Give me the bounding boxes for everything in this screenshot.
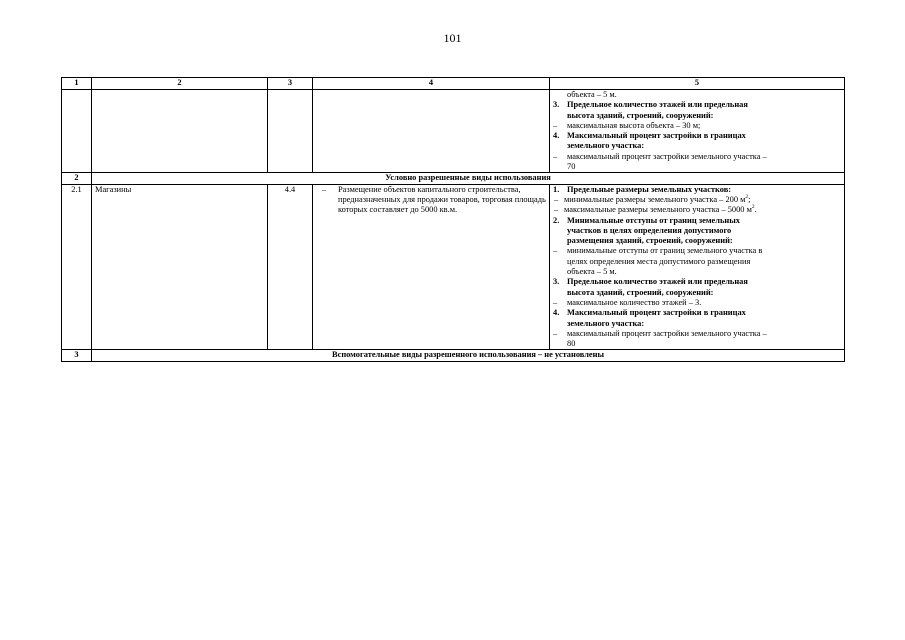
parameter-text: максимальное количество этажей – 3.	[567, 297, 702, 307]
parameter-line	[553, 298, 841, 308]
bullet-dash: –	[554, 205, 559, 215]
parameter-text: максимальный процент застройки земельного участка –	[567, 328, 767, 338]
bullet-dash: –	[553, 151, 558, 161]
item-number: 4.	[553, 308, 560, 318]
parameter-text: высота зданий, строений, сооружений:	[567, 287, 714, 297]
parameter-text: целях определения места допустимого размещения	[567, 256, 751, 266]
column-header: 2	[92, 78, 268, 90]
parameter-line	[553, 141, 841, 151]
section-number: 2	[62, 173, 92, 184]
section-row	[62, 173, 845, 184]
item-number: 1.	[553, 184, 560, 194]
parameter-text-tail: .	[754, 205, 757, 215]
parameter-line	[553, 339, 841, 349]
row-code: 2.1	[62, 184, 92, 350]
parameter-line	[553, 267, 841, 277]
bullet-dash: –	[553, 246, 558, 256]
item-number: 3.	[553, 100, 560, 110]
regulations-table	[61, 77, 845, 362]
parameter-text-tail: ;	[748, 194, 751, 204]
superscript: 2	[745, 194, 749, 201]
parameter-text: минимальные отступы от границ земельного участка в	[567, 246, 763, 256]
parameter-text: Предельное количество этажей или предельная	[567, 100, 748, 110]
parameter-line	[553, 277, 841, 287]
page-number: 101	[443, 31, 462, 45]
bullet-dash: –	[553, 297, 558, 307]
parameter-line	[553, 226, 841, 236]
section-row	[62, 350, 845, 361]
parameter-text: 70	[567, 162, 576, 172]
parameter-line	[553, 121, 841, 131]
column-header: 5	[550, 78, 845, 90]
parameter-text: максимальный процент застройки земельного участка –	[567, 151, 767, 161]
parameter-text: земельного участка:	[567, 141, 645, 151]
parameter-line	[553, 185, 841, 195]
row-description	[313, 184, 550, 350]
item-number: 3.	[553, 277, 560, 287]
parameter-text: участков в целях определения допустимого	[567, 225, 732, 235]
parameter-line	[553, 162, 841, 172]
parameter-line	[553, 216, 841, 226]
bullet-dash: –	[322, 184, 327, 194]
parameter-line	[553, 195, 841, 205]
item-number: 4.	[553, 131, 560, 141]
parameter-line	[553, 111, 841, 121]
column-header: 4	[313, 78, 550, 90]
parameter-text: Минимальные отступы от границ земельных	[567, 215, 740, 225]
row-parameters-cell	[550, 184, 845, 350]
parameter-line	[553, 100, 841, 110]
continuation-row	[62, 90, 845, 173]
description-text: Размещение объектов капитального строительства, предназначенных для продажи товаров, торговая площадь которых составляет до 5000 кв.м.	[338, 184, 546, 215]
section-title: Условно разрешенные виды использования	[92, 173, 845, 184]
parameter-text: максимальные размеры земельного участка – 5000 м	[564, 205, 752, 215]
item-number: 2.	[553, 215, 560, 225]
parameter-text: объекта – 5 м.	[567, 90, 617, 99]
parameter-text: минимальные размеры земельного участка – 200 м	[564, 194, 746, 204]
table-header-row	[62, 78, 845, 90]
parameter-line	[553, 288, 841, 298]
continuation-parameters-cell	[550, 90, 845, 173]
column-header: 3	[268, 78, 313, 90]
parameter-text: Предельные размеры земельных участков:	[567, 184, 732, 194]
parameter-line	[553, 236, 841, 246]
parameter-text: Предельное количество этажей или предельная	[567, 277, 748, 287]
parameter-line	[553, 246, 841, 256]
parameter-text: Максимальный процент застройки в границах	[567, 131, 746, 141]
parameter-text: 80	[567, 339, 576, 349]
bullet-dash: –	[554, 194, 559, 204]
parameter-line	[553, 90, 841, 100]
section-number: 3	[62, 350, 92, 361]
parameter-text: максимальная высота объекта – 30 м;	[567, 120, 701, 130]
section-title: Вспомогательные виды разрешенного использования – не установлены	[92, 350, 845, 361]
parameter-line	[553, 257, 841, 267]
parameter-line	[553, 205, 841, 215]
parameter-line	[553, 329, 841, 339]
parameter-line	[553, 152, 841, 162]
superscript: 2	[751, 204, 755, 211]
parameter-text: высота зданий, строений, сооружений:	[567, 110, 714, 120]
row-name: Магазины	[92, 184, 268, 350]
parameter-text: размещения зданий, строений, сооружений:	[567, 236, 733, 246]
parameter-line	[553, 308, 841, 318]
parameter-text: Максимальный процент застройки в границах	[567, 308, 746, 318]
parameter-line	[553, 319, 841, 329]
parameter-text: земельного участка:	[567, 318, 645, 328]
bullet-dash: –	[553, 328, 558, 338]
parameter-text: объекта – 5 м.	[567, 267, 617, 277]
parameter-line	[553, 131, 841, 141]
bullet-dash: –	[553, 120, 558, 130]
table-row	[62, 184, 845, 350]
row-classifier-code: 4.4	[268, 184, 313, 350]
column-header: 1	[62, 78, 92, 90]
